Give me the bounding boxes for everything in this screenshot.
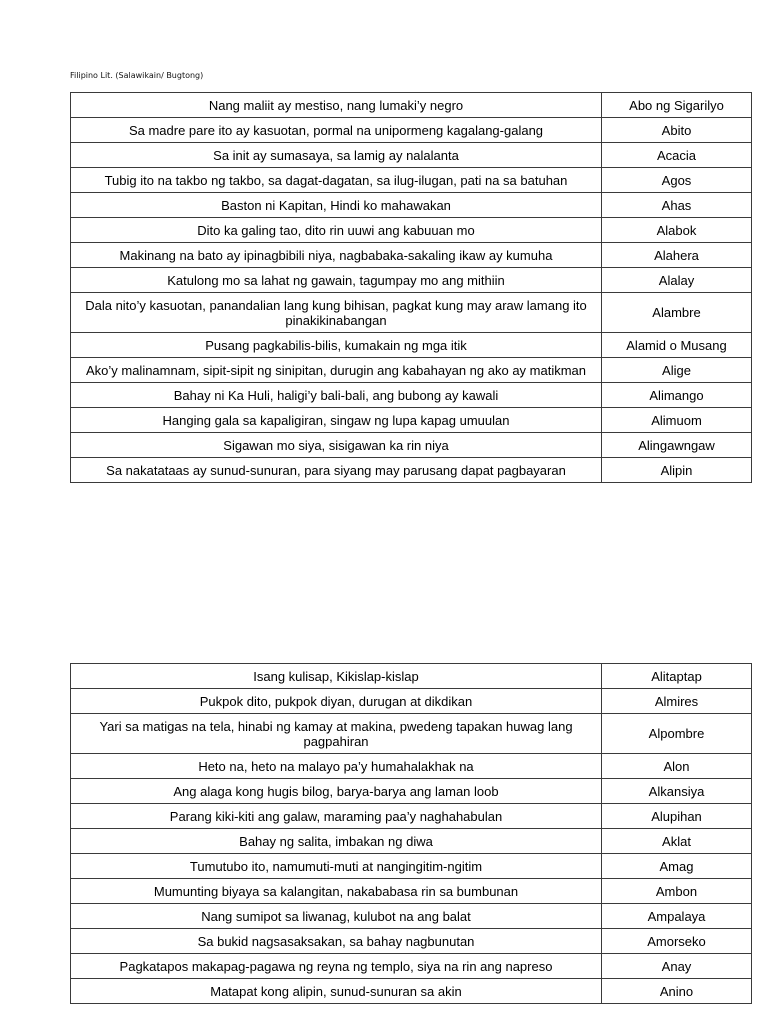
answer-cell: Acacia: [602, 143, 752, 168]
answer-cell: Alon: [602, 754, 752, 779]
riddle-cell: Tumutubo ito, namumuti-muti at nangingitim-ngitim: [71, 854, 602, 879]
answer-cell: Alahera: [602, 243, 752, 268]
riddle-table-2: [70, 663, 752, 1004]
riddle-table-2-body: [71, 664, 752, 1004]
answer-cell: Abo ng Sigarilyo: [602, 93, 752, 118]
table-row: [71, 193, 752, 218]
table-row: [71, 879, 752, 904]
table-row: [71, 779, 752, 804]
answer-cell: Alimuom: [602, 408, 752, 433]
riddle-cell: Ako’y malinamnam, sipit-sipit ng sinipitan, durugin ang kabahayan ng ako ay matikman: [71, 358, 602, 383]
riddle-cell: Heto na, heto na malayo pa’y humahalakhak na: [71, 754, 602, 779]
answer-cell: Alingawngaw: [602, 433, 752, 458]
answer-cell: Abito: [602, 118, 752, 143]
riddle-table-1: [70, 92, 752, 483]
answer-cell: Alkansiya: [602, 779, 752, 804]
answer-cell: Alige: [602, 358, 752, 383]
answer-cell: Alitaptap: [602, 664, 752, 689]
answer-cell: Amorseko: [602, 929, 752, 954]
answer-cell: Alimango: [602, 383, 752, 408]
answer-cell: Alambre: [602, 293, 752, 333]
answer-cell: Ampalaya: [602, 904, 752, 929]
table-row: [71, 218, 752, 243]
table-row: [71, 118, 752, 143]
riddle-cell: Parang kiki-kiti ang galaw, maraming paa’y naghahabulan: [71, 804, 602, 829]
table-row: [71, 333, 752, 358]
riddle-cell: Bahay ng salita, imbakan ng diwa: [71, 829, 602, 854]
table-row: [71, 929, 752, 954]
riddle-cell: Baston ni Kapitan, Hindi ko mahawakan: [71, 193, 602, 218]
answer-cell: Alupihan: [602, 804, 752, 829]
riddle-cell: Sa nakatataas ay sunud-sunuran, para siyang may parusang dapat pagbayaran: [71, 458, 602, 483]
answer-cell: Ahas: [602, 193, 752, 218]
riddle-cell: Isang kulisap, Kikislap-kislap: [71, 664, 602, 689]
answer-cell: Anay: [602, 954, 752, 979]
riddle-cell: Pagkatapos makapag-pagawa ng reyna ng templo, siya na rin ang napreso: [71, 954, 602, 979]
riddle-cell: Yari sa matigas na tela, hinabi ng kamay at makina, pwedeng tapakan huwag lang pagpahiran: [71, 714, 602, 754]
table-row: [71, 358, 752, 383]
answer-cell: Alpombre: [602, 714, 752, 754]
table-row: [71, 458, 752, 483]
riddle-cell: Makinang na bato ay ipinagbibili niya, nagbabaka-sakaling ikaw ay kumuha: [71, 243, 602, 268]
riddle-cell: Dito ka galing tao, dito rin uuwi ang kabuuan mo: [71, 218, 602, 243]
riddle-cell: Pukpok dito, pukpok diyan, durugan at dikdikan: [71, 689, 602, 714]
table-row: [71, 293, 752, 333]
table-row: [71, 433, 752, 458]
answer-cell: Amag: [602, 854, 752, 879]
riddle-cell: Bahay ni Ka Huli, haligi’y bali-bali, ang bubong ay kawali: [71, 383, 602, 408]
answer-cell: Anino: [602, 979, 752, 1004]
table-row: [71, 714, 752, 754]
answer-cell: Alalay: [602, 268, 752, 293]
riddle-cell: Sa madre pare ito ay kasuotan, pormal na unipormeng kagalang-galang: [71, 118, 602, 143]
table-row: [71, 408, 752, 433]
table-row: [71, 829, 752, 854]
riddle-cell: Katulong mo sa lahat ng gawain, tagumpay mo ang mithiin: [71, 268, 602, 293]
document-title: Filipino Lit. (Salawikain/ Bugtong): [70, 71, 204, 80]
table-row: [71, 93, 752, 118]
table-row: [71, 383, 752, 408]
riddle-cell: Sigawan mo siya, sisigawan ka rin niya: [71, 433, 602, 458]
answer-cell: Almires: [602, 689, 752, 714]
riddle-cell: Dala nito’y kasuotan, panandalian lang kung bihisan, pagkat kung may araw lamang ito pinakikinabangan: [71, 293, 602, 333]
table-row: [71, 143, 752, 168]
riddle-cell: Matapat kong alipin, sunud-sunuran sa akin: [71, 979, 602, 1004]
answer-cell: Agos: [602, 168, 752, 193]
table-row: [71, 168, 752, 193]
answer-cell: Alamid o Musang: [602, 333, 752, 358]
table-row: [71, 664, 752, 689]
answer-cell: Aklat: [602, 829, 752, 854]
riddle-cell: Ang alaga kong hugis bilog, barya-barya ang laman loob: [71, 779, 602, 804]
table-row: [71, 854, 752, 879]
riddle-cell: Nang maliit ay mestiso, nang lumaki’y negro: [71, 93, 602, 118]
riddle-cell: Sa bukid nagsasaksakan, sa bahay nagbunutan: [71, 929, 602, 954]
riddle-table-1-body: [71, 93, 752, 483]
table-row: [71, 689, 752, 714]
riddle-cell: Hanging gala sa kapaligiran, singaw ng lupa kapag umuulan: [71, 408, 602, 433]
riddle-cell: Mumunting biyaya sa kalangitan, nakababasa rin sa bumbunan: [71, 879, 602, 904]
table-row: [71, 979, 752, 1004]
table-row: [71, 268, 752, 293]
table-row: [71, 954, 752, 979]
riddle-cell: Pusang pagkabilis-bilis, kumakain ng mga itik: [71, 333, 602, 358]
riddle-cell: Tubig ito na takbo ng takbo, sa dagat-dagatan, sa ilug-ilugan, pati na sa batuhan: [71, 168, 602, 193]
table-row: [71, 243, 752, 268]
answer-cell: Alabok: [602, 218, 752, 243]
riddle-cell: Nang sumipot sa liwanag, kulubot na ang balat: [71, 904, 602, 929]
table-row: [71, 804, 752, 829]
table-row: [71, 754, 752, 779]
answer-cell: Ambon: [602, 879, 752, 904]
answer-cell: Alipin: [602, 458, 752, 483]
table-row: [71, 904, 752, 929]
riddle-cell: Sa init ay sumasaya, sa lamig ay nalalanta: [71, 143, 602, 168]
